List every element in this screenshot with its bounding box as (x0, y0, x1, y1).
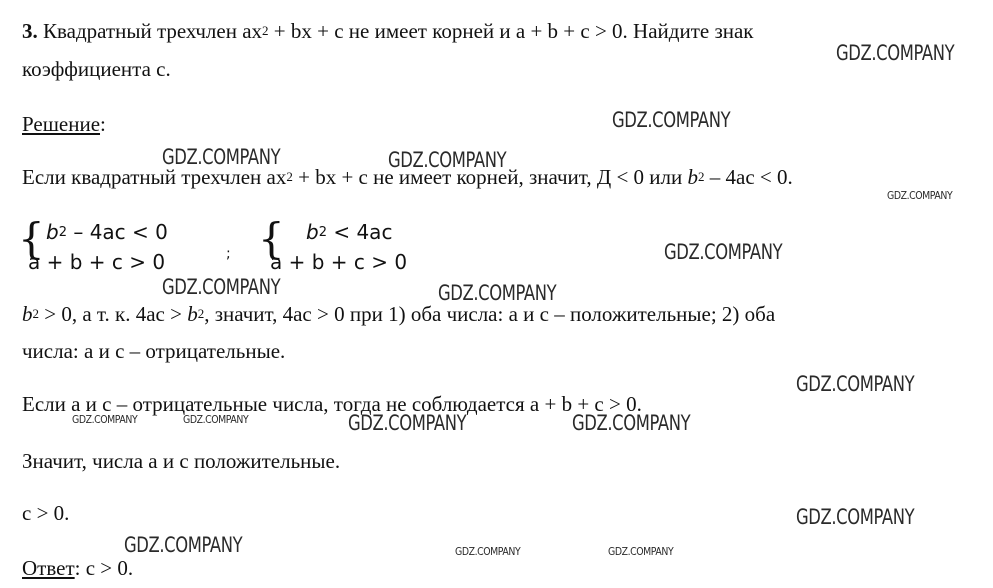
exponent: 2 (286, 169, 293, 184)
watermark: GDZ.COMPANY (572, 411, 691, 435)
watermark: GDZ.COMPANY (796, 505, 915, 529)
watermark: GDZ.COMPANY (162, 275, 281, 299)
separator: ; (226, 246, 231, 262)
watermark: GDZ.COMPANY (388, 148, 507, 172)
watermark: GDZ.COMPANY (664, 240, 783, 264)
variable-b: b (22, 302, 33, 326)
watermark: GDZ.COMPANY (438, 281, 557, 305)
problem-text-2: + bx + c не имеет корней и a + b + c > 0. Найдите знак (268, 19, 754, 43)
problem-line-2: коэффициента c. (22, 57, 171, 81)
solution-line-4: числа: a и c – отрицательные. (22, 339, 286, 363)
exponent: 2 (58, 225, 67, 240)
watermark: GDZ.COMPANY (612, 108, 731, 132)
system-2 (258, 214, 458, 278)
solution-line-1c: – 4ac < 0. (704, 165, 793, 189)
system-1-row-1-text: – 4ac < 0 (66, 220, 168, 244)
watermark: GDZ.COMPANY (124, 533, 243, 557)
exponent: 2 (698, 169, 705, 184)
system-1-row-2: a + b + c > 0 (28, 250, 166, 274)
solution-line-1a: Если квадратный трехчлен ax (22, 165, 287, 189)
solution-line-3 (22, 301, 775, 327)
problem-number: 3. (22, 19, 38, 43)
watermark: GDZ.COMPANY (72, 413, 138, 426)
system-1 (18, 214, 228, 278)
variable-b: b (687, 165, 698, 189)
exponent: 2 (197, 306, 205, 321)
system-2-row-2: a + b + c > 0 (270, 250, 408, 274)
left-brace: { (258, 214, 285, 263)
problem-text-1: Квадратный трехчлен ax (43, 19, 263, 43)
system-2-row-1 (306, 220, 392, 244)
watermark: GDZ.COMPANY (455, 545, 521, 558)
solution-line-5: Если a и c – отрицательные числа, тогда не соблюдается a + b + c > 0. (22, 392, 642, 416)
solution-heading-text: Решение (22, 112, 101, 136)
variable-b: b (306, 220, 319, 244)
solution-line-3a: > 0, а т. к. 4ac > (39, 302, 188, 326)
answer-label: Ответ (22, 556, 75, 580)
problem-line-1 (22, 18, 754, 44)
solution-heading (22, 111, 106, 137)
exponent: 2 (318, 225, 327, 240)
watermark: GDZ.COMPANY (183, 413, 249, 426)
system-1-row-1 (46, 220, 168, 244)
solution-line-7: c > 0. (22, 501, 70, 525)
left-brace: { (18, 214, 45, 263)
exponent: 2 (32, 306, 39, 321)
variable-b: b (187, 302, 198, 326)
watermark: GDZ.COMPANY (887, 189, 953, 202)
variable-b: b (46, 220, 59, 244)
answer-value: : c > 0. (74, 556, 134, 580)
watermark: GDZ.COMPANY (348, 411, 467, 435)
watermark: GDZ.COMPANY (608, 545, 674, 558)
watermark: GDZ.COMPANY (836, 41, 955, 65)
solution-line-1b: + bx + c не имеет корней, значит, Д < 0 или (292, 165, 688, 189)
answer-line (22, 555, 133, 581)
watermark: GDZ.COMPANY (162, 145, 281, 169)
solution-line-3b: , значит, 4ac > 0 при 1) оба числа: a и c – положительные; 2) оба (204, 302, 776, 326)
exponent: 2 (262, 23, 269, 38)
solution-heading-colon: : (100, 112, 106, 136)
solution-line-6: Значит, числа a и c положительные. (22, 449, 341, 473)
watermark: GDZ.COMPANY (796, 372, 915, 396)
system-2-row-1-text: < 4ac (326, 220, 393, 244)
